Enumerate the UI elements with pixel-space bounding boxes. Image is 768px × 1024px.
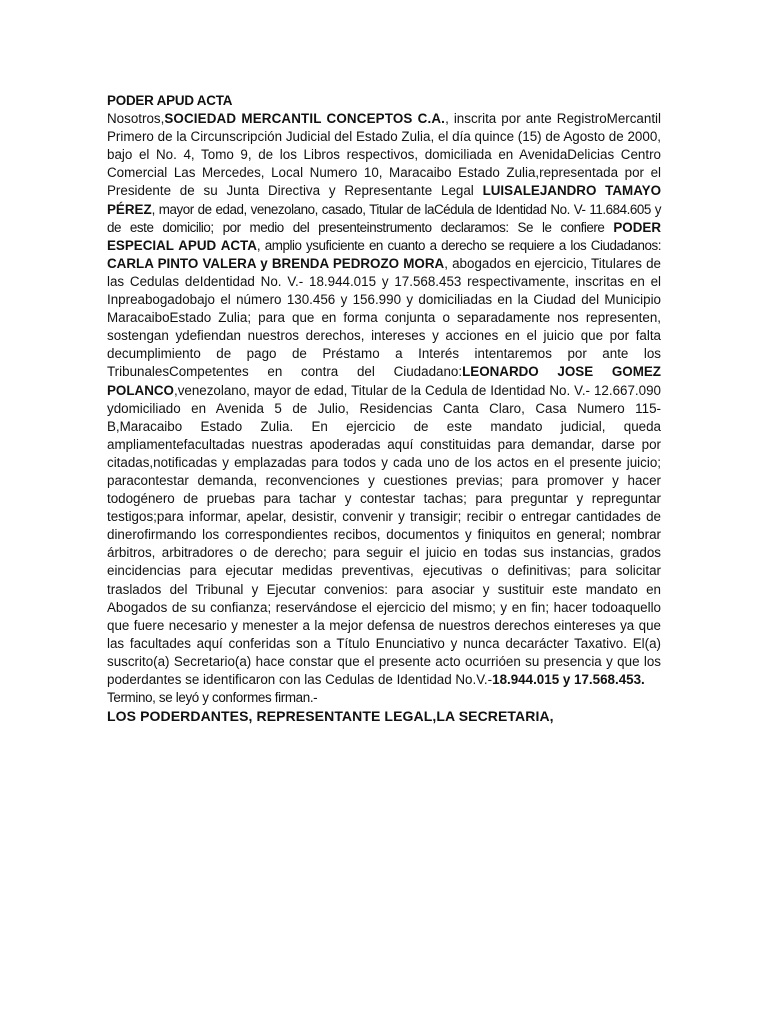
- company-name: SOCIEDAD MERCANTIL CONCEPTOS C.A.: [164, 111, 446, 127]
- body-text-2: , inscrita por ante RegistroMercantil Primero de la Circunscripción Judicial del Estado Zulia, el día quince (15) de Agosto de 2000, bajo el No. 4, Tomo 9, de los Libros respectivos, domiciliada en AvenidaDelicias Centro Comercial Las Mercedes, Local Numero 10, Maracaibo Estado Zulia,representada por el Presidente de su Junta Directiva y Representante Legal: [107, 111, 661, 199]
- document-body: [107, 110, 661, 689]
- body-text-3: , mayor de edad, venezolano, casado, Titular de laCédula de Identidad No. V- 11.684.605 y de este domicilio; por medio del presenteinstrumento declaramos: Se le confiere: [107, 201, 661, 235]
- identity-numbers: 18.944.015 y 17.568.453.: [492, 672, 645, 687]
- body-text-4: , amplio ysuficiente en cuanto a derecho se requiere a los Ciudadanos:: [256, 237, 661, 253]
- president-name: LUISALEJANDRO TAMAYO PÉREZ: [107, 183, 661, 217]
- body-text-1: Nosotros,: [107, 111, 165, 127]
- signatories-line: LOS PODERDANTES, REPRESENTANTE LEGAL,LA SECRETARIA,: [107, 708, 554, 725]
- attorney-names: CARLA PINTO VALERA y BRENDA PEDROZO MORA: [107, 255, 445, 271]
- power-type: PODER ESPECIAL APUD ACTA: [107, 219, 661, 253]
- body-text-6: ,venezolano, mayor de edad, Titular de la Cedula de Identidad No. V.- 12.667.090 ydomiciliado en Avenida 5 de Julio, Residencias Canta Claro, Casa Numero 115-B,Maracaibo Estado Zulia. En ejercicio de este mandato judicial, queda ampliamentefacultadas nuestras apoderadas aquí constituidas para demandar, darse por citadas,notificadas y emplazadas para todos y cada uno de los actos en el presente juicio; paracontestar demanda, reconvenciones y cuestiones previas; para promover y hacer todogénero de pruebas para tachar y contestar tachas; para preguntar y repreguntar testigos;para informar, apelar, desistir, convenir y transigir; recibir o entregar cantidades de dinerofirmando los correspondientes recibos, documentos y finiquitos en general; nombrar árbitros, arbitradores o de derecho; para seguir el juicio en todas sus instancias, grados eincidencias para ejecutar medidas preventivas, ejecutivas o definitivas; para solicitar traslados del Tribunal y Ejecutar convenios: para asociar y sustituir este mandato en Abogados de su confianza; reservándose el ejercicio del mismo; y en fin; hacer todoaquello que fuere necesario y menester a la mejor defensa de nuestros derechos eintereses ya que las facultades aquí conferidas son a Título Enunciativo y nunca decarácter Taxativo. El(a) suscrito(a) Secretario(a) hace constar que el presente acto ocurrióen su presencia y que los poderdantes se identificaron con las Cedulas de Identidad No.V.-: [107, 382, 661, 687]
- closing-statement: Termino, se leyó y conformes firman.-: [107, 690, 318, 706]
- document-title: PODER APUD ACTA: [107, 93, 233, 108]
- defendant-name: LEONARDO JOSE GOMEZ POLANCO: [107, 364, 661, 398]
- body-text-5: , abogados en ejercicio, Titulares de las Cedulas deIdentidad No. V.- 18.944.015 y 17.568.453 respectivamente, inscritas en el Inpreabogadobajo el número 130.456 y 156.990 y domiciliadas en la Ciudad del Municipio MaracaiboEstado Zulia; para que en forma conjunta o separadamente nos representen, sostengan ydefiendan nuestros derechos, intereses y acciones en el juicio que por falta decumplimiento de pago de Préstamo a Interés intentaremos por ante los TribunalesCompetentes en contra del Ciudadano:: [107, 255, 661, 380]
- document-page: [107, 92, 661, 725]
